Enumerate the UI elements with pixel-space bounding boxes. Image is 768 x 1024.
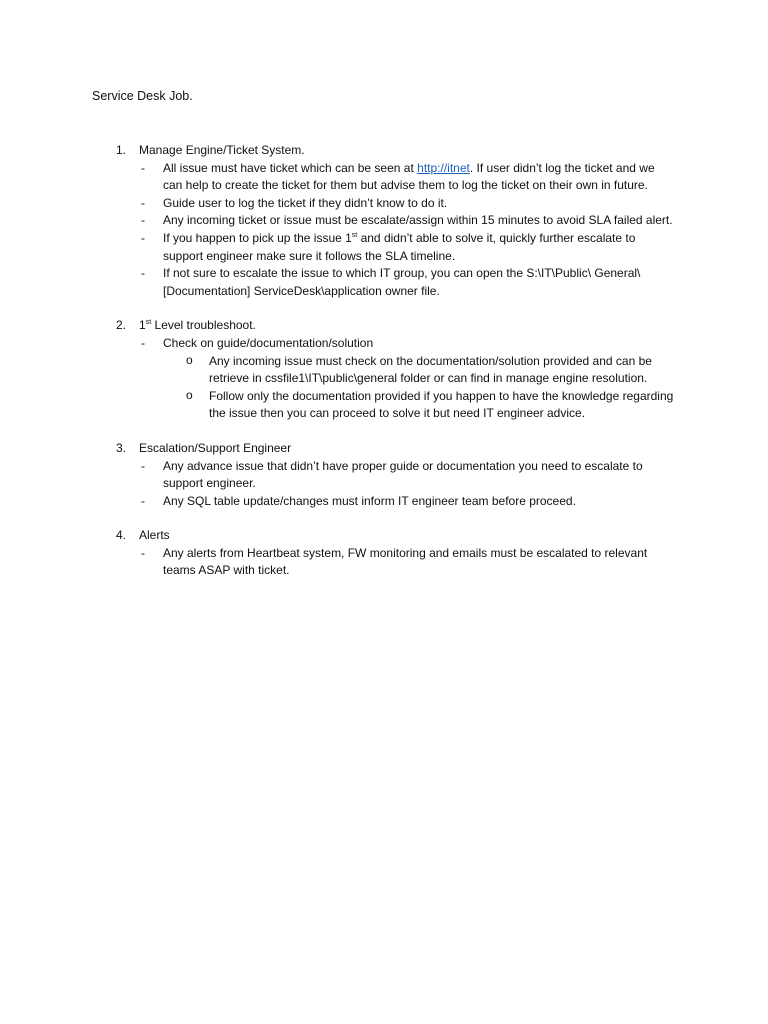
dash-marker: -: [141, 266, 145, 281]
dash-marker: -: [141, 195, 145, 210]
dash-marker: -: [141, 493, 145, 508]
section-heading: [0, 317, 768, 335]
section-heading: [0, 440, 768, 458]
item-text: Any incoming ticket or issue must be escalate/assign within 15 minutes to avoid SLA failed alert.: [163, 213, 673, 228]
item-text: . If user didn’t log the ticket and we can help to create the ticket for them but advise them to log the ticket on their own in future.: [163, 160, 655, 193]
section-number: 1.: [116, 143, 127, 157]
item-text: If not sure to escalate the issue to which IT group, you can open the S:\IT\Public\ General\[Documentation] ServiceDesk\application owner file.: [163, 266, 641, 298]
list-item: [0, 265, 673, 300]
section-heading-text: Escalation/Support Engineer: [139, 440, 292, 455]
section-manage-engine: [0, 142, 768, 300]
sub-bullet-list: [0, 353, 768, 423]
list-item: [0, 458, 673, 493]
sub-item-text: Follow only the documentation provided if you happen to have the knowledge regarding the issue then you can proceed to solve it but need IT engineer advice.: [209, 388, 674, 421]
item-text: Any alerts from Heartbeat system, FW monitoring and emails must be escalated to relevant teams ASAP with ticket.: [163, 545, 648, 578]
item-text: Guide user to log the ticket if they didn’t know to do it.: [163, 195, 448, 210]
item-text: Any advance issue that didn’t have proper guide or documentation you need to escalate to support engineer.: [163, 458, 643, 491]
sub-item-text: Any incoming issue must check on the documentation/solution provided and can be retrieve in cssfile1\IT\public\general folder or can find in manage engine resolution.: [209, 353, 652, 386]
list-item: [0, 493, 673, 511]
circle-marker: o: [186, 352, 193, 367]
section-heading-text: Level troubleshoot.: [151, 318, 256, 333]
section-heading: [0, 142, 768, 160]
itnet-link[interactable]: http://itnet: [417, 160, 470, 175]
section-level-troubleshoot: [0, 317, 768, 423]
section-number: 4.: [116, 528, 127, 543]
list-item: [0, 230, 673, 265]
item-text: and didn’t able to solve it, quickly further escalate to support engineer make sure it follows the SLA timeline.: [163, 230, 636, 263]
section-heading-text: Manage Engine/Ticket System.: [139, 143, 305, 157]
bullet-list: [0, 545, 768, 580]
sub-list-item: [0, 388, 675, 423]
bullet-list: [0, 458, 768, 511]
item-text: If you happen to pick up the issue 1: [163, 230, 352, 245]
dash-marker: -: [141, 160, 145, 175]
list-item: [0, 212, 673, 230]
item-text: Check on guide/documentation/solution: [163, 335, 374, 350]
list-item: [0, 335, 673, 353]
bullet-list: [0, 160, 768, 301]
item-text: Any SQL table update/changes must inform IT engineer team before proceed.: [163, 493, 576, 508]
ordinal-superscript: st: [145, 319, 152, 327]
dash-marker: -: [141, 335, 145, 350]
document-title: Service Desk Job.: [92, 89, 193, 103]
item-text: All issue must have ticket which can be seen at: [163, 160, 418, 175]
section-heading-text: Alerts: [139, 528, 170, 543]
section-list: [0, 142, 768, 597]
section-escalation: [0, 440, 768, 510]
list-item: [0, 195, 673, 213]
ordinal-superscript: st: [351, 231, 358, 239]
section-number: 3.: [116, 440, 127, 455]
sub-list-item: [0, 353, 675, 388]
dash-marker: -: [141, 230, 145, 245]
section-heading: [0, 527, 768, 545]
list-item: [0, 160, 673, 195]
section-number: 2.: [116, 318, 127, 333]
section-alerts: [0, 527, 768, 580]
dash-marker: -: [141, 213, 145, 228]
circle-marker: o: [186, 387, 193, 402]
bullet-list: [0, 335, 768, 353]
section-heading-text: 1: [139, 318, 146, 333]
dash-marker: -: [141, 458, 145, 473]
dash-marker: -: [141, 545, 145, 560]
list-item: [0, 545, 673, 580]
